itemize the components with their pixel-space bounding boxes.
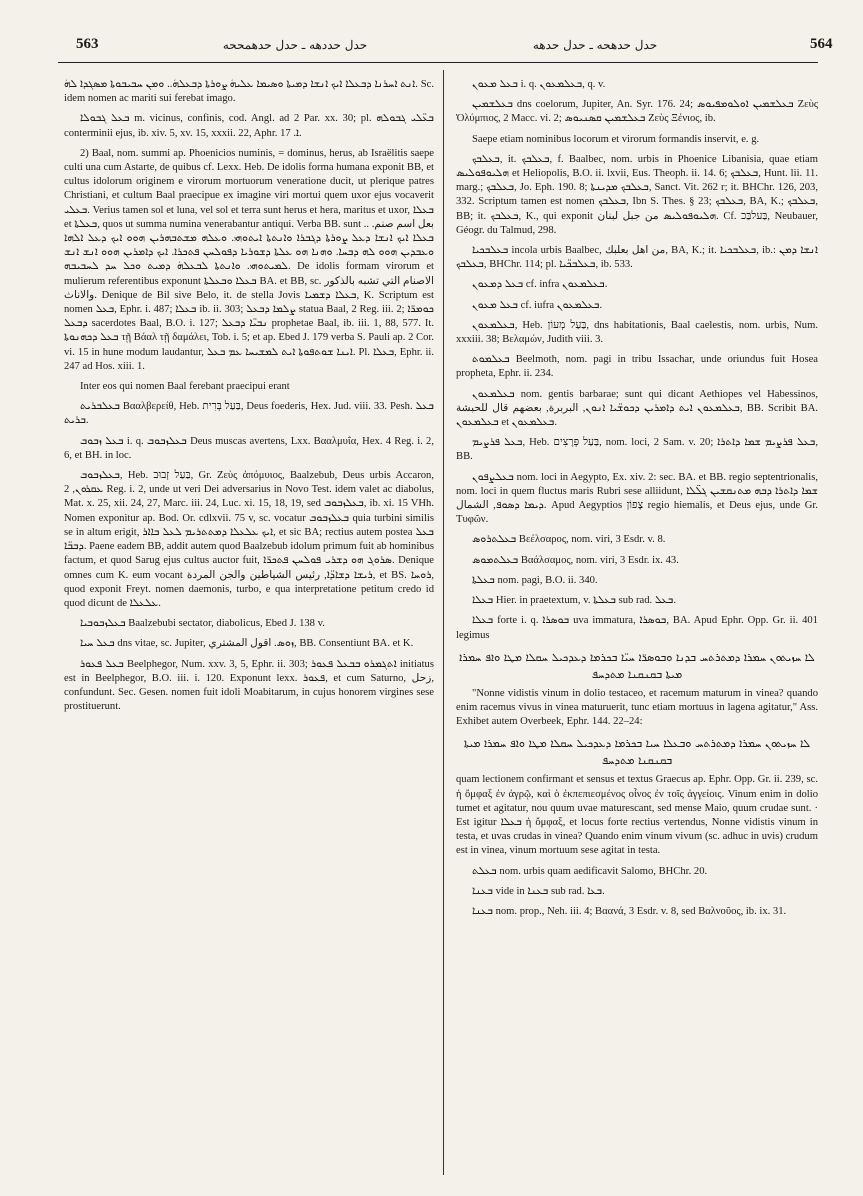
entry-paragraph: Saepe etiam nominibus locorum et virorum formandis inservit, e. g. <box>472 133 760 145</box>
right-column <box>456 78 818 925</box>
syriac-verse: ܠܐ ܚܙܝܬܘܢ ܚܡܪܐ ܕܡܬܪܬܚ ܘܒܥܠܐ ܚܝܐ ܒܟܪܡܐ ܕܥܕܟܝܠ ܚܩܠܐ ܡܛܐ ܘܐܦ ܚܡܪܐ ܡܝܬܐ ܒܩܢܩܢܐ ܡܬܕܚܦ <box>463 737 811 768</box>
entry-paragraph: ܒܥܠ ܕܡܥܘܢ cf. infra ܒܥܠܡܥܘܢ. <box>472 279 608 291</box>
entry-paragraph: ܒܥܠ ܦܪܨܝܡ, Heb. בַּעַל פְּרָצִים, nom. loci, 2 Sam. v. 20; ܒܥܠ ܦܪܨܝܡ ܫܡܐ ܕܐܬܪܐ, BB. <box>456 437 818 463</box>
entry-paragraph: ܒܥܠܬܪܘܣ Βεέλσαρος, nom. viri, 3 Esdr. v. 8. <box>472 534 666 546</box>
entry-paragraph: ܒܥܠܙܒܘܒܝܐ Baalzebubi sectator, diabolicus, Ebed J. 138 v. <box>80 618 325 630</box>
entry-paragraph: ܒܥܠ ܦܥܘܪ Beelphegor, Num. xxv. 3, 5, Ephr. ii. 303; ܐܬܓܡܪܘ ܒܒܥܠ ܦܥܘܪ initiatus est in Beelphegor, B.O. iii. i. 120. Exponunt lexx. ܦܥܘܪ, et cum Saturno, زحل, confundunt. Sec. Gesen. nomen fuit idoli Moabitarum, in cujus honorem virgines sese prostituerunt. <box>64 658 435 713</box>
entry-paragraph: ܒܥܠܡܘܬ Beelmoth, nom. pagi in tribu Issachar, unde oriundus fuit Hosea propheta, Ephr. ii. 234. <box>456 354 818 380</box>
entry-paragraph: ܒܥܠܐ Hier. in praetextum, v. ܒܥܠܬܐ sub rad. ܒܥܠ. <box>472 595 676 607</box>
entry-paragraph: ܒܥܢܐ vide in ܒܥܢܐ sub rad. ܒܥܐ. <box>472 885 605 897</box>
entry-paragraph: ܒܥܠ ܡܥܘܢ i. q. ܒܥܠܡܥܘܢ, q. v. <box>472 79 606 90</box>
entry-paragraph: ܒܥܠ ܚܝܐ dns vitae, sc. Jupiter, ܙܘܣ. اقول المشتري, BB. Consentiunt BA. et K. <box>80 638 414 650</box>
entry-paragraph: 2) Baal, nom. summi ap. Phoenicios numinis, = dominus, herus, ab Israëlitis saepe culti una cum Astarte, de quibus cf. Lexx. Heb. De idolis forma humana exponit BB, et cultus idolorum originem e virorum mortuorum veneratione ducit, ut plerique patres Christiani, et cultum Baal praecipue ex imagine viri mortui quem uxor ejus vocaverit ܒܥܠܝ. Verius tamen sol et luna, vel sol et terra sunt herus et hera, maritus et uxor, ܒܥܠܐ et ܒܥܠܬܐ, quos ut summa numina venerabantur antiqui. Verba BB. sunt .. بعل اسم صنم. ܒܥܠܐ ܐܝܟ ܐܢܫܐ ܕܥܠ ܨܘܪܬܐ ܕܓܒܪܐ ܘܐܢܬܬܐ ܐܝܬܘܗܝ. ܘܥܠܗ ܡܫܬܒܗܪܝܢ ܗܘܘ ܐܝܟ ܕܥܠ ܐܠܗܐ ܘܥܒܕܝܢ ܗܘܘ ܠܗ ܕܒܚܐ. ܘܗܢܐ ܗܘ ܥܠܬܐ ܕܫܘܪܝܐ ܕܦܘܠܚܢ ܦܬܟܪܐ. ܐܝܟ ܕܐܡܪܝܢ ܗܘܘ ܐܢܫ ܐܢܫ ܠܡܝܬܘܗܝ. ܘܐܢܬܬܐ ܠܒܥܠܗܿ ܕܡܝܬ ܘܟܠ ܚܕ ܠܚܒܝܒܗ. De idolis formam virorum et mulierum referentibus exponunt ܒܥܠܐ ܘܒܥܠܬܐ BA. et BB, sc. الاصنام التي تشبه بالذكور والاناث. Denique de Bil sive Belo, it. de stella Jovis ܒܥܠܐ ܕܫܡܝܐ, K. Scriptum est nomen ܒܥܠ, Ephr. i. 487; ܒܥܠܐ ib. ii. 303; ܨܠܡܐ ܕܒܥܠ statua Baal, 2 Reg. iii. 2; ܟܘܡܪ̈ܐ ܕܒܥܠ sacerdotes Baal, B.O. i. 127; ܢܒܝ̈ܐ ܕܒܥܠ prophetae Baal, ib. iii. 1, 88, 577. It. ܒܥܠ ܕܟܗܢܘܬܐ τῇ Βάαλ τῇ δαμάλει, Tob. i. 5; et ap. Ebed J. 179 verba S. Pauli ap. 2 Cor. vi. 15 in hune modum laudantur, ܐܝܢܐ ܫܘܬܦܘܬܐ ܐܝܬ ܠܡܫܝܚܐ ܥܡ ܒܥܠ. Pl. ܒܥܠܐ, Ephr. ii. 247 ad Hos. xiii. 1. <box>64 147 435 372</box>
entry-paragraph: ܒܥܠܬܡܘܣ Βαάλσαμος, nom. viri, 3 Esdr. ix. 43. <box>472 554 679 566</box>
entry-paragraph: ܒܥܠܙܒܘܒ, Heb. בַּעַל זְבוּב, Gr. Ζεὺς ἀπόμυιος, Baalzebub, Deus urbis Accaron, ܥܩܪܘܢ, 2 Reg. i. 2, unde ut veri Dei adversarius in Novo Test. idem valet ac diabolus, Mat. x. 25, xii. 24, 27, Marc. iii. 24, Luc. xi. 15, 18, 19, sed ܒܥܠܙܒܘܒ, ib. xi. 15 VHh. Nomen exponitur ap. Bod. Or. cdlxvii. 75 v, sc. vocatur ܒܥܠܙܒܘܒ quia turbini similis se in altum erigit, ܐܝܟ ܥܠܥܠܐ ܕܡܬܬܪܝܡ ܠܥܠ ܒܐܐܪ, et sic BA; rectius autem postea ܒܥܠ ܕܒܒ̈ܐ. Paene eadem BB, addit autem quod Baalzebub idolum primum fuit ab hominibus factum, et quod Sarug ejus cultus auctor fuit, ܣܪܘܓ ܗܘ ܕܫܪܝ ܦܘܠܚܢ ܦܬܟܪ̈ܐ. Denique omnes cum K. eum vocant ܪܝܫܐ ܕܫܐܕ̈ܐ, رئيس الشياطين والجن المردة, et BS. ܪܘܚܐ, quod exponit Freyt. nomen daemonis, turbo, e qua interpretatione petitum credo id quod dicunt de ܥܠܥܠܐ. <box>64 470 435 609</box>
entry-paragraph: Inter eos qui nomen Baal ferebant praecipui erant <box>80 381 290 393</box>
entry-paragraph: ܒܥܠ ܓܒܘܠܐ m. vicinus, confinis, cod. Angl. ad 2 Par. xx. 30; pl. ܒܥ̈ܠܝ ܓܒܘܠܗ conterminii ejus, ib. xiv. 5, xv. 15, xxxii. 22, Aphr. ܐ. 17. <box>64 113 434 139</box>
column-divider <box>443 70 444 1175</box>
entry-paragraph: "Nonne vidistis vinum in dolio testaceo, et racemum maturum in vinea? quando enim racemus vivus in vinea maturuerit, tunc etiam mortuus in lagena agitatur," Ass. Exhibet autem Overbeek, Ephr. 144. 22–24: <box>456 687 818 728</box>
entry-paragraph: ܒܥܠܒܟܝܐ incola urbis Baalbec, من اهل بعلبك, BA, K.; it. ܒܥܠܒܟܝܐ, ib.: ܐܢܫܐ ܕܡܢ ܒܥܠܒܟ, BHChr. 114; pl. ܒܥܠܒܟ̈ܝܐ, ib. 533. <box>456 245 819 271</box>
entry-paragraph: ܒܥܠ ܙܒܘܒ i. q. ܒܥܠܙܒܘܒ Deus muscas avertens, Lxx. Βααλμυΐα, Hex. 4 Reg. i. 2, 6, et BH. in loc. <box>64 435 434 461</box>
left-column <box>64 78 434 720</box>
entry-paragraph: ܐܢܬ ܐܚܪܢܐ ܕܒܥܠܐ ܐܝܟ ܐܢܫܐ ܕܡܝܬܐ ܘܣܝܡܐ ܥܠܝܗܿ ܨܘܪܬܐ ܕܒܥܠܗܿ.. ܘܡܢ ܚܒܝܒܘܬܐ ܡܣܓܕܐ ܠܗܿ. Sc. idem nomen ac mariti sui ferebat imago. <box>64 79 434 105</box>
header-rule <box>58 62 818 63</box>
entry-paragraph: ܒܥܠܡܥܘܢ nom. gentis barbarae; sunt qui dicant Aethiopes vel Habessinos, ܒܥܠܡܥܘܢ ܐܝܬ ܕܐܡܪܝܢ ܕܟܘܫ̈ܝܐ ܐܢܘܢ, البربرة, بعضهم قال للحبشة, BB. Scribit BA. ܒܥܠܡܥܘܢ et ܒܥܠܡܥܘܢ. <box>456 388 818 429</box>
entry-paragraph: ܒܥܠܫܡܝܢ dns coelorum, Jupiter, An. Syr. 176. 24; ܒܥܠܫܡܝܢ ܐܘܠܘܡܦܝܘܣ Ζεὺς Ὀλύμπιος, 2 Macc. vi. 2; ܒܥܠܫܡܝܢ ܩܣܢܝܘܣ Ζεὺς Ξένιος, ib. <box>456 99 819 125</box>
entry-paragraph: ܒܥܠܒܟ, it. ܒܥܠܒܟ, f. Baalbec, nom. urbis in Phoenice Libanisia, quae etiam ܗܠܝܘܦܘܠܝܣ et Heliopolis, B.O. ii. lxvii, Eus. Theoph. ii. 14. 6; ܒܥܠܒܟ, Hunt. lii. 11. marg.; ܒܥܠܒܟ, Jo. Eph. 190. 8; ܒܥܠܒܟ ܡܕܝܢܬܐ, Sanct. Vit. 262 r; it. BHChr. 126, 203, 332. Scriptum tamen est nomen ܒܥܠܒܟ, Ibn S. Thes. § 23; ܒܥܠܒܟ, BA, K.; ܒܥܠܒܟ, BB; it. ܒܥܠܒܟ, K., qui exponit ܗܠܝܘܦܘܠܝܣ من جبل لبنان. Cf. בַּעלבַּכ, Neubauer, Géogr. du Talmud, 298. <box>456 153 819 236</box>
entry-paragraph: ܒܥܠ ܡܥܘܢ cf. iufra ܒܥܠܡܥܘܢ. <box>472 299 603 311</box>
entry-paragraph: ܒܥܠܨܦܘܢ nom. loci in Aegypto, Ex. xiv. 2: sec. BA. et BB. regio septentrionalis, nom. loci in quem fluctus maris Rubri sese alliidunt, ܫܡܐ ܕܐܬܪܐ ܕܒܗ ܡܬܢܩܫܝܢ ܓܠ̈ܠܐ ܕܝܡܐ ܕܣܘܦ, الشمال. Apud Aegyptios צָפוֹן regio hiemalis, et Deus ejus, unde Gr. Τυφῶν. <box>456 471 818 526</box>
entry-paragraph: ܒܥܠܬ nom. urbis quam aedificavit Salomo, BHChr. 20. <box>472 865 708 877</box>
entry-paragraph: quam lectionem confirmant et sensus et textus Graecus ap. Ephr. Opp. Gr. ii. 239, sc. ἡ ὄμφαξ ἐν ἀγρῷ, καὶ ὁ ἐκπεπιεσμένος οἶνος ἐν τοῖς ἀγγείοις. Vinum enim in dolio tumet et agitatur, nou quum uvae maturescant, sed mense Maio, quum crudae sunt. · Est igitur ܒܥܠܐ ἡ ὄμφαξ, et locus forte rectius vertendus, Nonne vidistis vinum in testa, et uvas crudas in vinea? Quando enim vinum vivum (sc. adhuc in uvis) crudum est in vinea, vinum mortuum sese agitat in testa. <box>456 774 818 857</box>
entry-paragraph: ܒܥܠܐ forte i. q. ܒܘܣܪܐ uva immatura, ܒܘܣܪܐ, BA. Apud Ephr. Opp. Gr. ii. 401 legimus <box>456 615 818 641</box>
entry-paragraph: ܒܥܠܒܪܝܬ Βααλβερείθ, Heb. בַּעַל בְּרִית, Deus foederis, Hex. Jud. viii. 33. Pesh. ܒܥܠ ܒܪܝܬ. <box>64 401 434 427</box>
entry-paragraph: ܒܥܠܬܐ nom. pagi, B.O. ii. 340. <box>472 574 598 586</box>
right-running-head: حدل حدهحه ـ حدل حدهه <box>532 38 658 52</box>
right-page-number: 564 <box>810 36 833 52</box>
left-page-number: 563 <box>76 36 99 52</box>
entry-paragraph: ܒܥܢܐ nom. prop., Neh. iii. 4; Βαανά, 3 Esdr. v. 8, sed Βαλνοῦος, ib. ix. 31. <box>472 905 787 917</box>
left-running-head: حدل حددهه ـ حدل حدهمححه <box>222 38 368 52</box>
syriac-verse: ܠܐ ܚܙܝܬܘܢ ܚܡܪܐ ܕܡܬܪܬܚ ܒܕܢܐ ܘܒܘܣܪ̈ܐ ܚܝ̈ܐ ܒܟܪܡܐ ܕܥܕܟܝܠ ܚܩܠܐ ܡܛܐ ܘܐܦ ܚܡܪܐ ܡܝܬܐ ܒܩܢܩܢܐ ܡܬܕܚܦ <box>459 650 815 681</box>
entry-paragraph: ܒܥܠܡܥܘܢ, Heb. בַּעַל מְעוֹן, dns habitationis, Baal caelestis, nom. urbis, Num. xxxiii. 38; Βελαμών, Judith viii. 3. <box>456 319 818 346</box>
